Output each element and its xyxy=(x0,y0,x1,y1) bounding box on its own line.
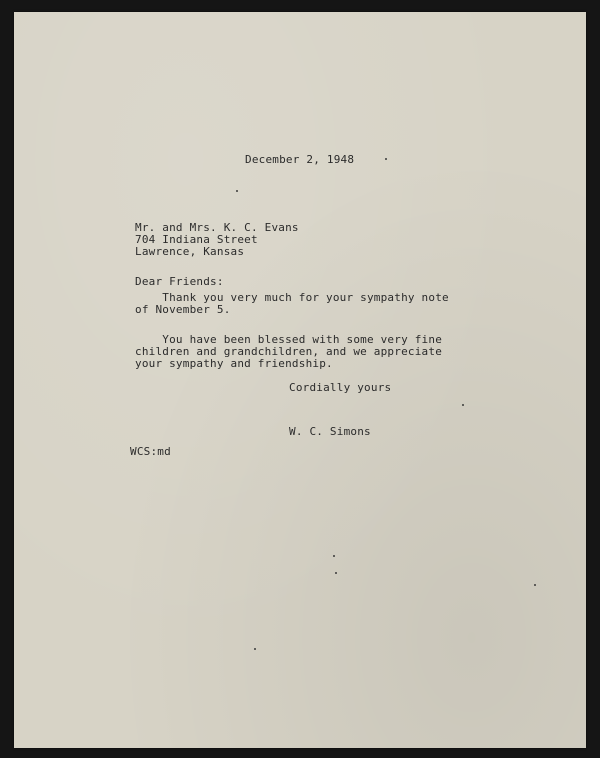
paragraph-1-line-1: Thank you very much for your sympathy note xyxy=(135,291,449,304)
letter-paper xyxy=(14,12,586,748)
recipient-city: Lawrence, Kansas xyxy=(135,245,245,258)
paragraph-2-line-2: children and grandchildren, and we appreciate xyxy=(135,345,443,358)
reference-initials: WCS:md xyxy=(130,445,171,458)
paper-speck xyxy=(534,584,536,586)
salutation: Dear Friends: xyxy=(135,275,224,288)
paper-speck xyxy=(385,158,387,160)
body-paragraph-1 xyxy=(135,292,449,316)
paper-speck xyxy=(462,404,464,406)
paragraph-2-line-3: your sympathy and friendship. xyxy=(135,357,333,370)
paper-speck xyxy=(254,648,256,650)
complimentary-close: Cordially yours xyxy=(289,381,392,394)
paragraph-2-line-1: You have been blessed with some very fine xyxy=(135,333,443,346)
paper-speck xyxy=(236,190,238,192)
paper-speck xyxy=(333,555,335,557)
paragraph-1-line-2: of November 5. xyxy=(135,303,231,316)
body-paragraph-2 xyxy=(135,334,442,370)
letter-date: December 2, 1948 xyxy=(245,153,355,166)
recipient-street: 704 Indiana Street xyxy=(135,233,258,246)
paper-speck xyxy=(335,572,337,574)
recipient-address xyxy=(135,222,299,258)
recipient-name: Mr. and Mrs. K. C. Evans xyxy=(135,221,299,234)
signer-name: W. C. Simons xyxy=(289,425,371,438)
